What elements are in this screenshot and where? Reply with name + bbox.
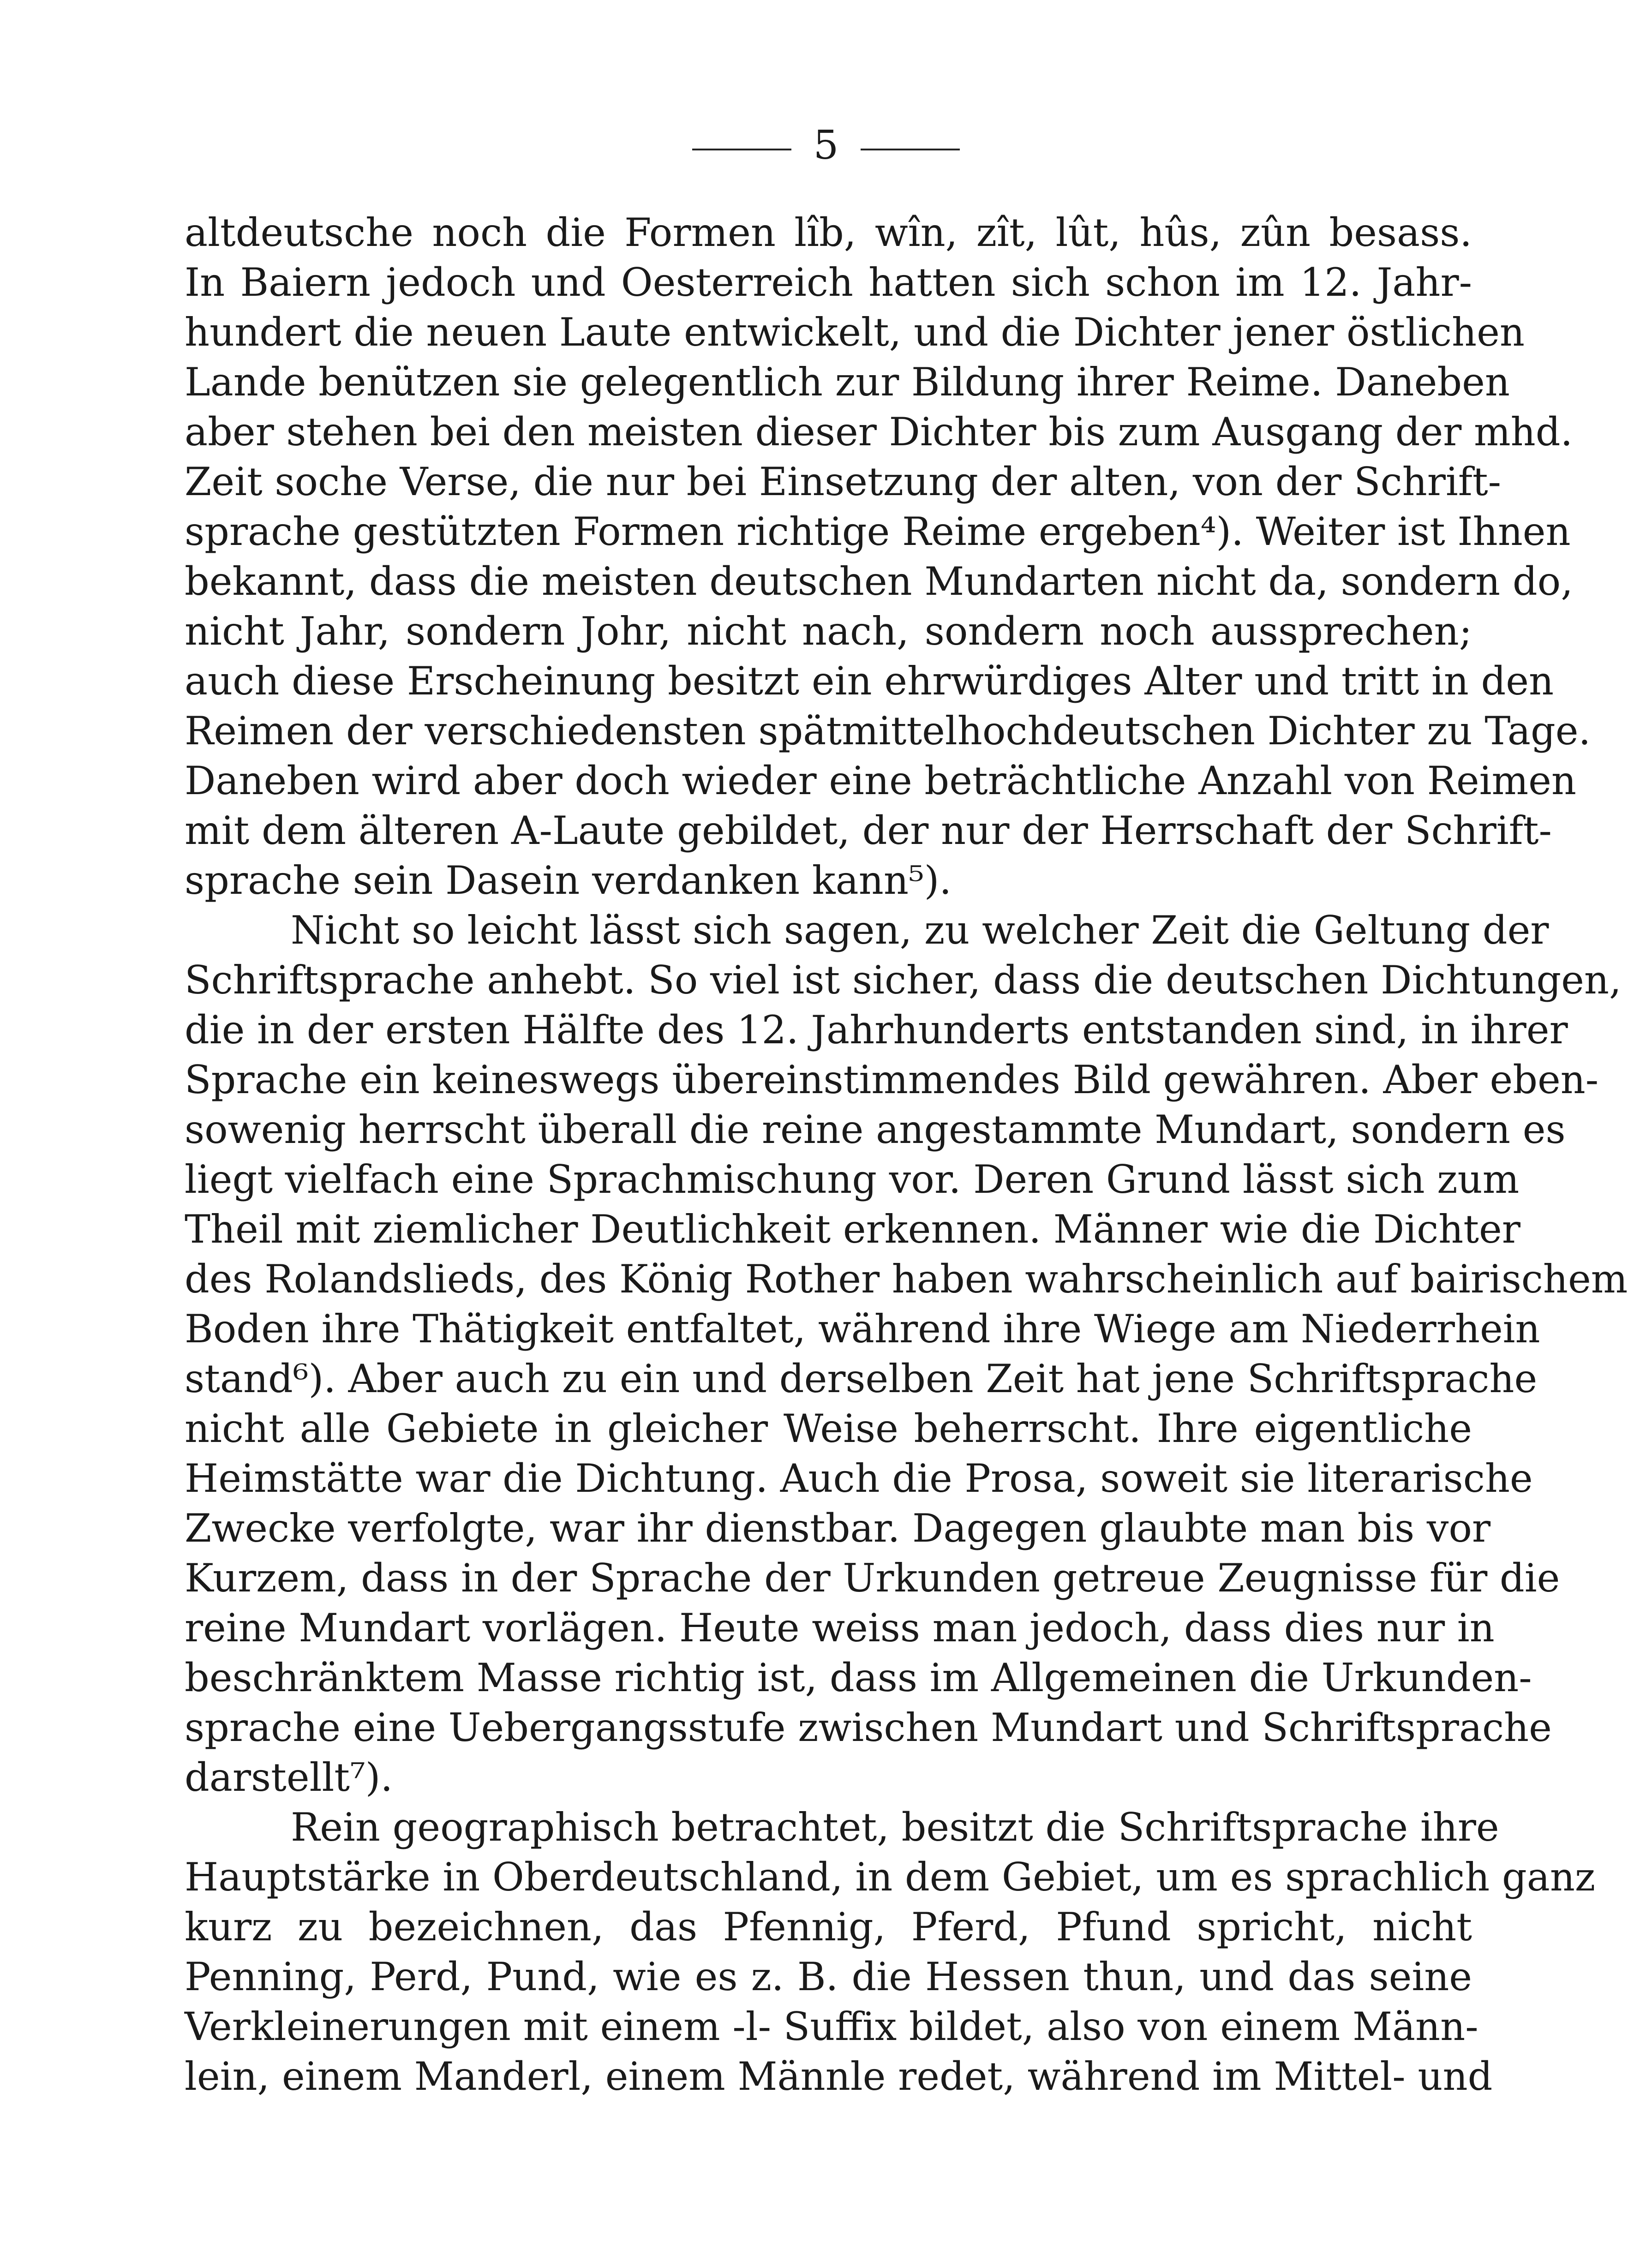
header-rule-left [692, 149, 791, 150]
text-line: die in der ersten Hälfte des 12. Jahrhunderts entstanden sind, in ihrer [185, 1007, 1568, 1053]
header-rule-right [861, 149, 960, 150]
paragraph [185, 1802, 1596, 2101]
text-line: lein, einem Manderl, einem Männle redet, während im Mittel- und [185, 2054, 1493, 2099]
text-line: Boden ihre Thätigkeit entfaltet, während ihre Wiege am Niederrhein [185, 1306, 1540, 1352]
text-line: Zeit soche Verse, die nur bei Einsetzung der alten, von der Schrift- [185, 459, 1501, 504]
text-line: Kurzem, dass in der Sprache der Urkunden getreue Zeugnisse für die [185, 1555, 1560, 1601]
text-line: beschränktem Masse richtig ist, dass im Allgemeinen die Urkunden- [185, 1655, 1532, 1700]
text-line: sprache gestützten Formen richtige Reime ergeben⁴). Weiter ist Ihnen [185, 509, 1571, 554]
page-header [0, 118, 1652, 173]
text-line: des Rolandslieds, des König Rother haben wahrscheinlich auf bairischem [185, 1256, 1628, 1302]
text-line: darstellt⁷). [185, 1755, 393, 1800]
text-line: Lande benützen sie gelegentlich zur Bildung ihrer Reime. Daneben [185, 359, 1510, 405]
text-line: reine Mundart vorlägen. Heute weiss man jedoch, dass dies nur in [185, 1605, 1495, 1651]
text-line: Zwecke verfolgte, war ihr dienstbar. Dagegen glaubte man bis vor [185, 1506, 1491, 1551]
text-line: In Baiern jedoch und Oesterreich hatten sich schon im 12. Jahr- [185, 260, 1472, 305]
text-line: Penning, Perd, Pund, wie es z. B. die Hessen thun, und das seine [185, 1954, 1472, 1999]
paragraph [185, 905, 1628, 1802]
page-number: 5 [813, 122, 839, 168]
text-line: kurz zu bezeichnen, das Pfennig, Pferd, Pfund spricht, nicht [185, 1904, 1472, 1950]
text-line: sprache sein Dasein verdanken kann⁵). [185, 858, 952, 903]
text-line: aber stehen bei den meisten dieser Dichter bis zum Ausgang der mhd. [185, 409, 1573, 455]
text-line: Hauptstärke in Oberdeutschland, in dem Gebiet, um es sprachlich ganz [185, 1854, 1596, 1900]
text-line: stand⁶). Aber auch zu ein und derselben Zeit hat jene Schriftsprache [185, 1356, 1538, 1401]
text-line: Heimstätte war die Dichtung. Auch die Prosa, soweit sie literarische [185, 1456, 1533, 1501]
text-line: sowenig herrscht überall die reine angestammte Mundart, sondern es [185, 1107, 1566, 1152]
text-line: nicht alle Gebiete in gleicher Weise beherrscht. Ihre eigentliche [185, 1406, 1472, 1451]
text-line: bekannt, dass die meisten deutschen Mundarten nicht da, sondern do, [185, 559, 1573, 604]
text-line: Schriftsprache anhebt. So viel ist sicher, dass die deutschen Dichtungen, [185, 957, 1622, 1003]
text-line: Sprache ein keineswegs übereinstimmendes Bild gewähren. Aber eben- [185, 1057, 1599, 1102]
text-line: Daneben wird aber doch wieder eine beträchtliche Anzahl von Reimen [185, 758, 1576, 803]
paragraph [185, 208, 1591, 905]
text-line: sprache eine Uebergangsstufe zwischen Mundart und Schriftsprache [185, 1705, 1552, 1750]
text-line: Reimen der verschiedensten spätmittelhochdeutschen Dichter zu Tage. [185, 708, 1591, 754]
text-line: Theil mit ziemlicher Deutlichkeit erkennen. Männer wie die Dichter [185, 1207, 1520, 1252]
text-line: auch diese Erscheinung besitzt ein ehrwürdiges Alter und tritt in den [185, 658, 1554, 704]
text-line: liegt vielfach eine Sprachmischung vor. Deren Grund lässt sich zum [185, 1157, 1520, 1202]
text-line: Nicht so leicht lässt sich sagen, zu welcher Zeit die Geltung der [291, 908, 1549, 953]
text-line: Rein geographisch betrachtet, besitzt die Schriftsprache ihre [291, 1805, 1499, 1850]
text-line: hundert die neuen Laute entwickelt, und die Dichter jener östlichen [185, 310, 1525, 355]
text-line: Verkleinerungen mit einem -l- Suffix bildet, also von einem Männ- [185, 2004, 1478, 2049]
text-line: mit dem älteren A-Laute gebildet, der nur der Herrschaft der Schrift- [185, 808, 1552, 853]
text-line: altdeutsche noch die Formen lîb, wîn, zît, lût, hûs, zûn besass. [185, 210, 1472, 255]
text-line: nicht Jahr, sondern Johr, nicht nach, sondern noch aussprechen; [185, 609, 1472, 654]
body-text [185, 208, 1628, 2101]
